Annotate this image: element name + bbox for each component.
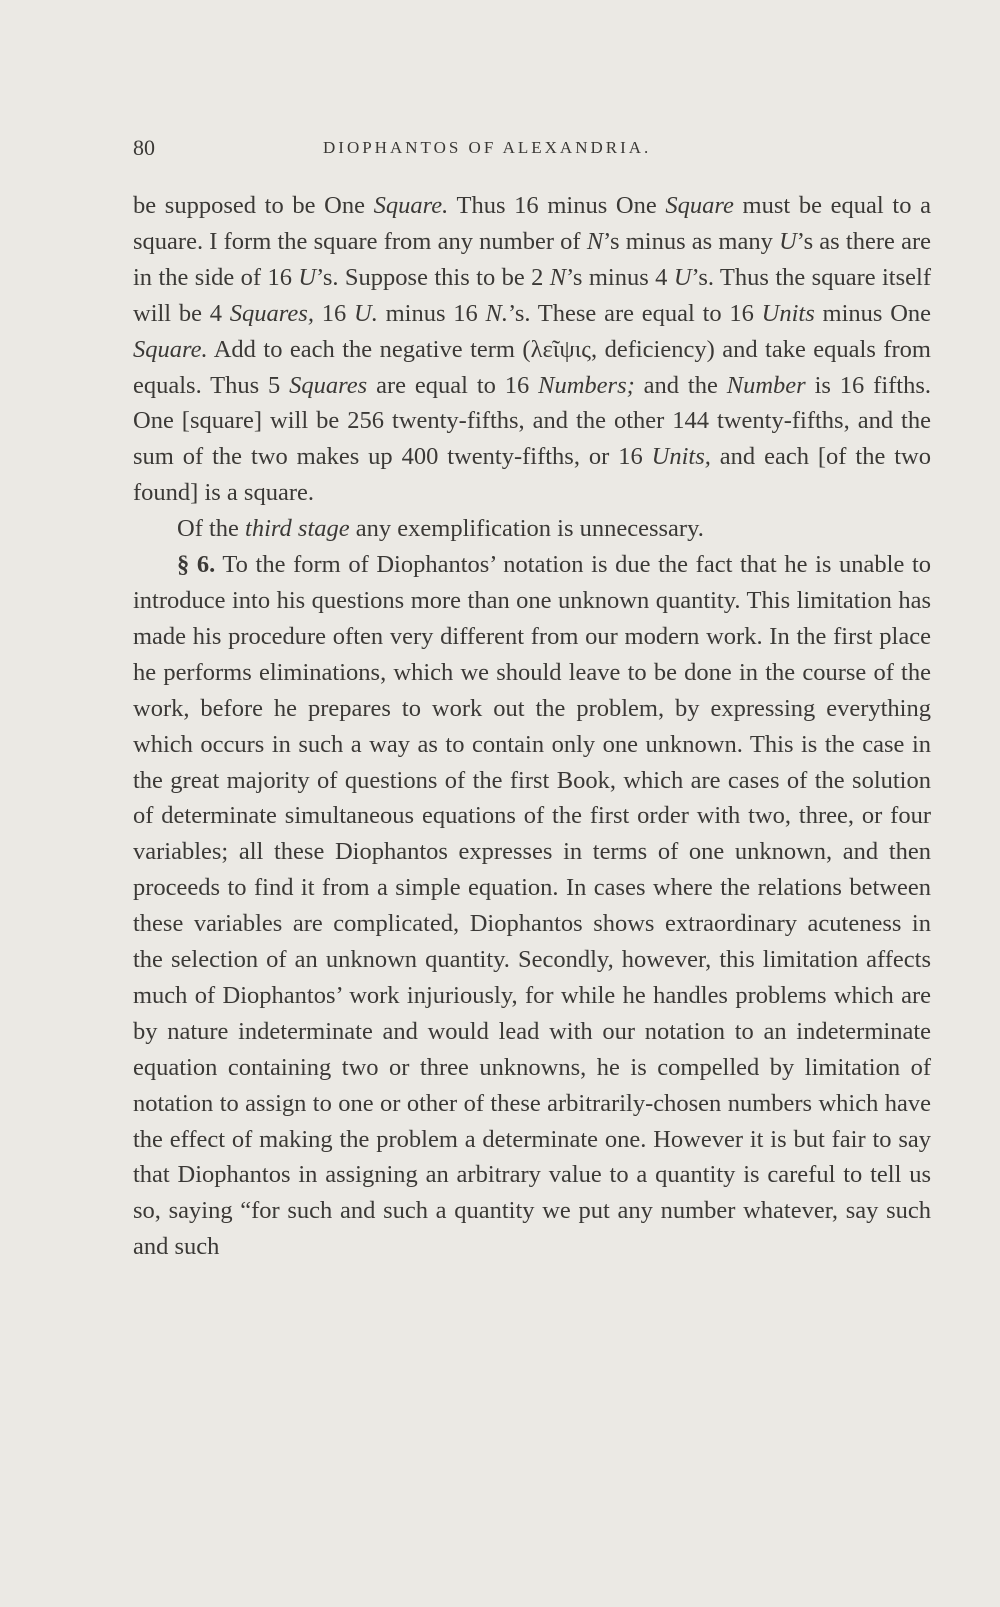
paragraph	[133, 511, 931, 547]
italic-text: N	[586, 227, 604, 255]
text-span: 16	[313, 299, 355, 327]
text-span: and each [of the two found] is a square.	[133, 443, 931, 507]
text-span: minus 16	[377, 299, 486, 327]
italic-text: Square	[665, 192, 734, 219]
text-span: Add to each the negative term (λεῖψις, deficiency) and take equals from equals. Thus 5	[133, 335, 931, 399]
italic-text: Square.	[373, 192, 449, 219]
text-span: Of the	[177, 515, 246, 543]
text-span: ’s as there are in the side of 16	[133, 227, 931, 291]
text-span: is 16 fifths. One [square] will be 256 twenty-fifths, and the other 144 twenty-fifths, and the sum of the two makes up 400 twenty-fifths, or 16	[133, 371, 932, 471]
italic-text: Squares,	[229, 299, 314, 327]
italic-text: N.	[485, 299, 509, 327]
text-span: ’s minus as many	[603, 227, 780, 255]
paragraph	[133, 188, 931, 511]
text-span: be supposed to be One	[133, 192, 374, 219]
text-span: minus One	[814, 299, 932, 327]
italic-text: U	[298, 263, 317, 291]
body-text	[133, 188, 931, 1265]
paragraph	[133, 547, 931, 1265]
text-span: are equal to 16	[367, 371, 539, 399]
text-span: ’s. Thus the square itself will be 4	[133, 263, 931, 327]
text-span: and the	[634, 371, 727, 399]
page-header	[133, 135, 931, 171]
italic-text: Units,	[651, 443, 711, 471]
italic-text: Numbers;	[538, 371, 635, 399]
text-span: ’s. These are equal to 16	[508, 299, 762, 327]
text-span: Thus 16 minus One	[448, 192, 666, 219]
text-span: To the form of Diophantos’ notation is due the fact that he is unable to introduce into his questions more than one unknown quantity. This limitation has made his procedure often very different from our modern work. In the first place he performs eliminations, which we should leave to be done in the course of the work, before he prepares to work out the problem, by expressing everything which occurs in such a way as to contain only one unknown. This is the case in the great majority of questions of the first Book, which are cases of the solution of determinate simultaneous equations of the first order with two, three, or four variables; all these Diophantos expresses in terms of one unknown, and then proceeds to find it from a simple equation. In cases where the relations between these variables are complicated, Diophantos shows extraordinary acuteness in the selection of an unknown quantity. Secondly, however, this limitation affects much of Diophantos’ work injuriously, for while he handles problems which are by nature indeterminate and would lead with our notation to an indeterminate equation containing two or three unknowns, he is compelled by limitation of notation to assign to one or other of these arbitrarily-chosen numbers which have the effect of making the problem a determinate one. However it is but fair to say that Diophantos in assigning an arbitrary value to a quantity is careful to tell us so, saying “for such and such a quantity we put any number whatever, say such and such	[133, 551, 932, 1261]
italic-text: U.	[354, 299, 378, 327]
italic-text: Square.	[133, 335, 208, 363]
text-span: ’s minus 4	[566, 263, 674, 291]
page-number: 80	[133, 135, 155, 160]
section-marker: § 6.	[177, 551, 216, 579]
italic-text: Number	[726, 371, 806, 399]
text-span: ’s. Suppose this to be 2	[316, 263, 550, 291]
running-title: DIOPHANTOS OF ALEXANDRIA.	[323, 138, 652, 157]
italic-text: U	[779, 227, 797, 255]
italic-text: Units	[761, 299, 815, 327]
italic-text: N	[549, 263, 567, 291]
text-span: must be equal to a square. I form the square from any number of	[133, 192, 931, 255]
text-span: any exemplification is unnecessary.	[349, 515, 704, 543]
italic-text: U	[673, 263, 692, 291]
italic-text: third stage	[245, 515, 350, 543]
italic-text: Squares	[289, 371, 368, 399]
